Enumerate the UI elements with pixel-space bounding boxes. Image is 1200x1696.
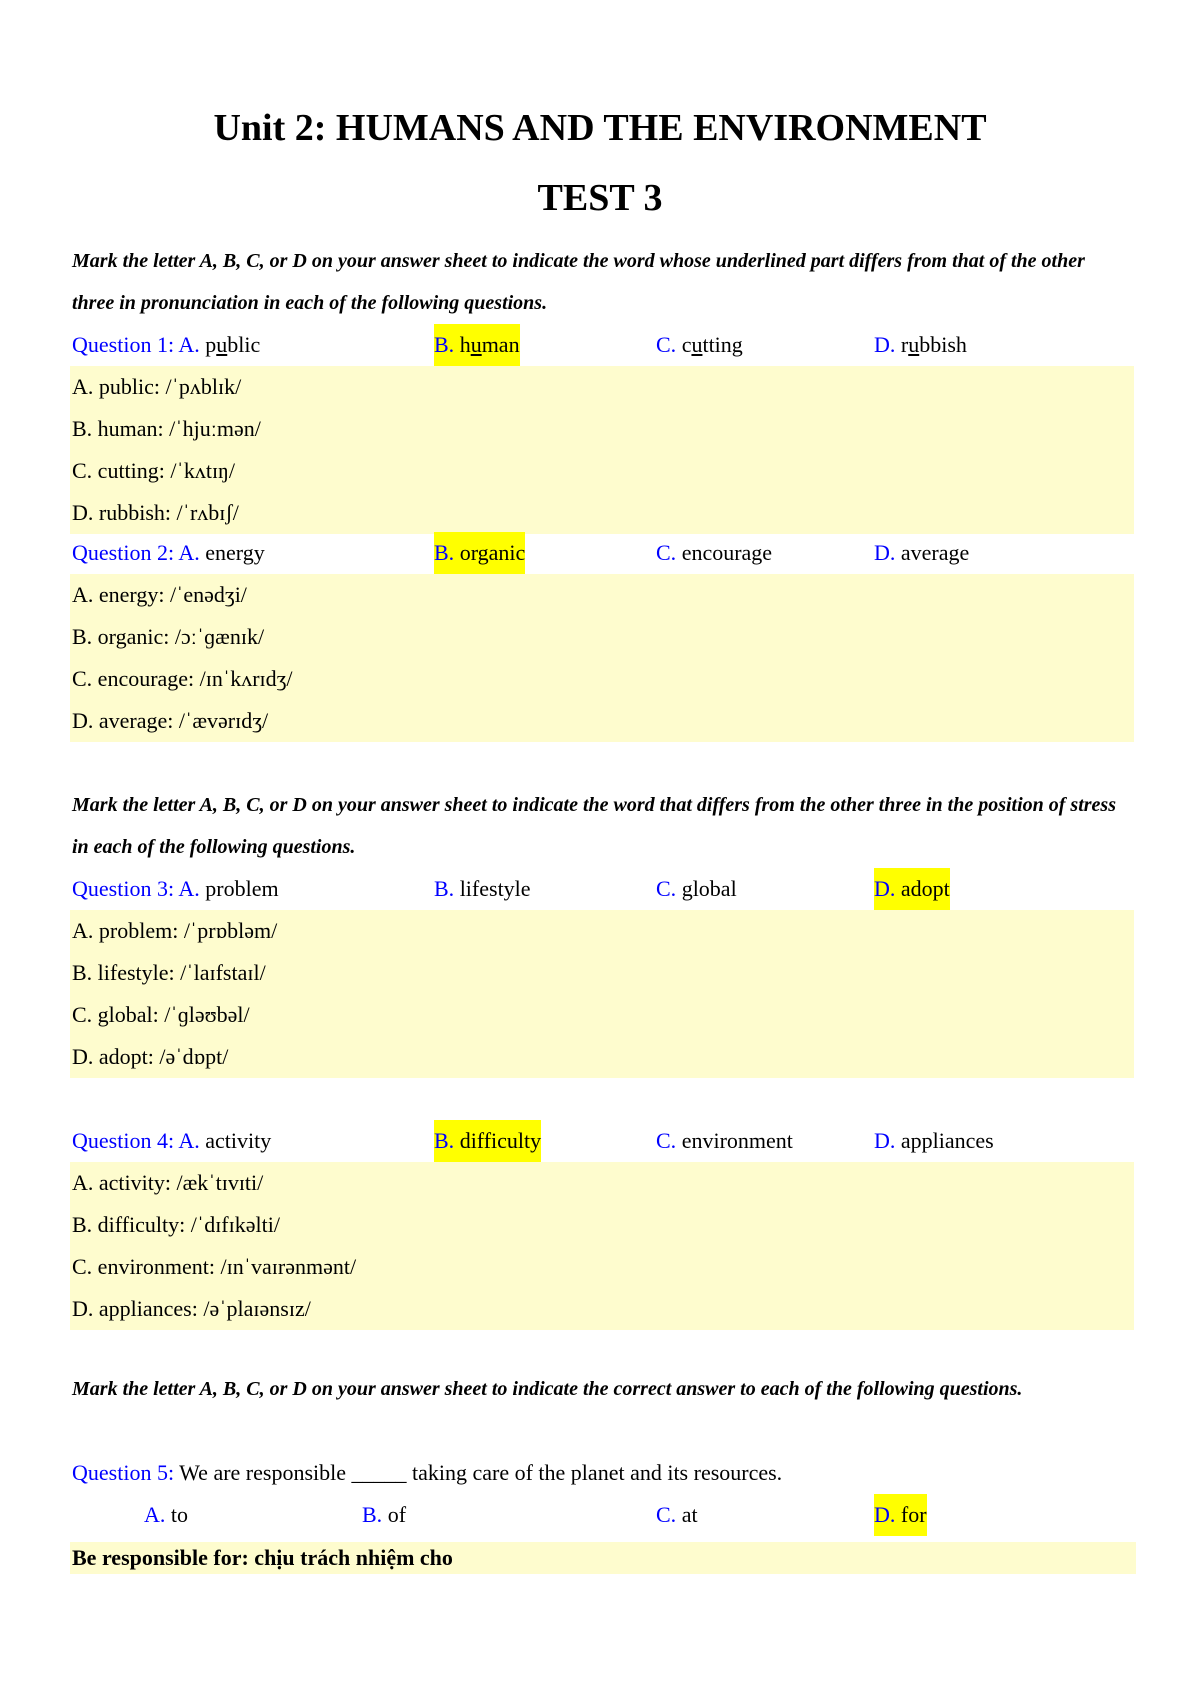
option-b-correct[interactable]: B. human bbox=[434, 324, 520, 366]
instruction-correct-answer: Mark the letter A, B, C, or D on your answer sheet to indicate the correct answer to each of the following questions. bbox=[72, 1378, 1023, 1400]
explanation-line: C. environment: /ɪnˈvaɪrənmənt/ bbox=[72, 1254, 357, 1279]
option-d[interactable]: D. rubbish bbox=[874, 332, 967, 357]
instruction-pronunciation: Mark the letter A, B, C, or D on your answer sheet to indicate the word whose underlined part differs from that of the other three in pronunciation in each of the following questions. bbox=[72, 250, 1085, 314]
question-label: Question 3: bbox=[72, 876, 175, 901]
answer-explanation-1 bbox=[70, 366, 1134, 534]
explanation-line: B. organic: /ɔːˈɡænɪk/ bbox=[72, 624, 265, 649]
question-2: Question 2: A. energy B. organic C. encourage D. average bbox=[72, 532, 1132, 574]
question-5-options bbox=[72, 1494, 1132, 1536]
explanation-line: D. adopt: /əˈdɒpt/ bbox=[72, 1044, 229, 1069]
option-c[interactable]: C. at bbox=[656, 1502, 698, 1527]
explanation-line: A. activity: /ækˈtɪvɪti/ bbox=[72, 1170, 264, 1195]
explanation-line: A. problem: /ˈprɒbləm/ bbox=[72, 918, 278, 943]
option-c[interactable]: C. global bbox=[656, 876, 737, 901]
explanation-line: C. cutting: /ˈkʌtɪŋ/ bbox=[72, 458, 236, 483]
question-label: Question 5: bbox=[72, 1460, 175, 1485]
option-a[interactable]: activity bbox=[205, 1128, 272, 1153]
question-5 bbox=[72, 1452, 1132, 1494]
explanation-line: C. global: /ˈɡləʊbəl/ bbox=[72, 1002, 250, 1027]
answer-explanation-2 bbox=[70, 574, 1134, 742]
explanation-line: D. average: /ˈævərɪdʒ/ bbox=[72, 708, 269, 733]
option-d-correct[interactable]: D. adopt bbox=[874, 868, 950, 910]
option-a[interactable]: problem bbox=[205, 876, 279, 901]
question-4: Question 4: A. activity B. difficulty C. environment D. appliances bbox=[72, 1120, 1132, 1162]
option-b-correct[interactable]: B. difficulty bbox=[434, 1120, 541, 1162]
answer-note-5: Be responsible for: chịu trách nhiệm cho bbox=[70, 1542, 1136, 1574]
question-label: Question 2: bbox=[72, 540, 175, 565]
option-d[interactable]: D. average bbox=[874, 540, 970, 565]
instruction-stress: Mark the letter A, B, C, or D on your answer sheet to indicate the word that differs from the other three in the position of stress in each of the following questions. bbox=[72, 794, 1116, 858]
explanation-line: D. rubbish: /ˈrʌbɪʃ/ bbox=[72, 500, 239, 525]
answer-explanation-3 bbox=[70, 910, 1134, 1078]
question-1 bbox=[72, 324, 1132, 366]
page-title: Unit 2: HUMANS AND THE ENVIRONMENT bbox=[213, 107, 987, 149]
option-d[interactable]: D. appliances bbox=[874, 1128, 994, 1153]
explanation-line: B. human: /ˈhjuːmən/ bbox=[72, 416, 261, 441]
option-b[interactable]: B. lifestyle bbox=[434, 876, 531, 901]
question-label: Question 4: bbox=[72, 1128, 175, 1153]
explanation-line: A. energy: /ˈenədʒi/ bbox=[72, 582, 247, 607]
option-c[interactable]: C. cutting bbox=[656, 332, 743, 357]
explanation-line: C. encourage: /ɪnˈkʌrɪdʒ/ bbox=[72, 666, 293, 691]
option-letter: A. bbox=[178, 332, 200, 357]
option-a[interactable]: public bbox=[205, 332, 261, 357]
explanation-line: D. appliances: /əˈplaɪənsɪz/ bbox=[72, 1296, 311, 1321]
question-3: Question 3: A. problem B. lifestyle C. global D. adopt bbox=[72, 868, 1132, 910]
question-stem: We are responsible _____ taking care of the planet and its resources. bbox=[179, 1460, 783, 1485]
option-c[interactable]: C. encourage bbox=[656, 540, 773, 565]
option-a[interactable]: energy bbox=[205, 540, 265, 565]
option-a[interactable]: A. to bbox=[144, 1502, 189, 1527]
explanation-line: B. lifestyle: /ˈlaɪfstaɪl/ bbox=[72, 960, 266, 985]
option-b-correct[interactable]: B. organic bbox=[434, 532, 525, 574]
explanation-line: B. difficulty: /ˈdɪfɪkəlti/ bbox=[72, 1212, 280, 1237]
answer-explanation-4 bbox=[70, 1162, 1134, 1330]
test-number: TEST 3 bbox=[537, 177, 663, 219]
option-d-correct[interactable]: D. for bbox=[874, 1494, 927, 1536]
option-c[interactable]: C. environment bbox=[656, 1128, 793, 1153]
option-b[interactable]: B. of bbox=[362, 1502, 407, 1527]
question-label: Question 1: bbox=[72, 332, 175, 357]
explanation-line: A. public: /ˈpʌblɪk/ bbox=[72, 374, 242, 399]
